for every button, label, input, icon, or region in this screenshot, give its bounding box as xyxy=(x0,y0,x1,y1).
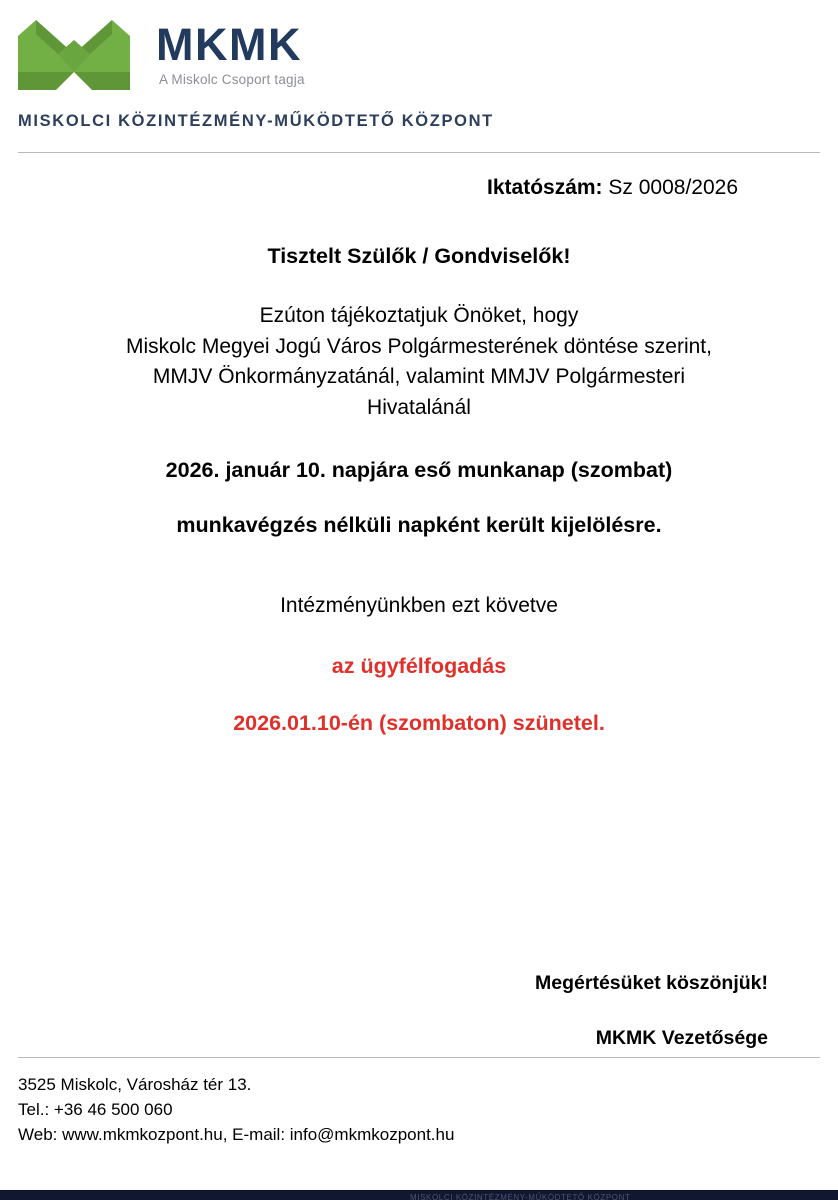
mkmk-chevron-m-logo-icon xyxy=(18,20,130,94)
brand-name: MKMK xyxy=(156,19,302,70)
closing-signature: MKMK Vezetősége xyxy=(595,1026,768,1049)
next-page-sliver xyxy=(0,1190,838,1200)
emphasis-line-1: 2026. január 10. napjára eső munkanap (szombat) xyxy=(165,457,673,482)
reference-number-line xyxy=(18,160,820,200)
letter-body xyxy=(18,160,820,1050)
brand-tagline: A Miskolc Csoport tagja xyxy=(159,71,305,87)
intro-line-3: MMJV Önkormányzatánál, valamint MMJV Polgármesteri xyxy=(152,365,686,389)
next-page-ghost-text: MISKOLCI KÖZINTÉZMÉNY-MŰKÖDTETŐ KÖZPONT xyxy=(410,1193,631,1200)
footer-address: 3525 Miskolc, Városház tér 13. xyxy=(18,1075,252,1094)
salutation: Tisztelt Szülők / Gondviselők! xyxy=(267,244,571,268)
footer-divider xyxy=(18,1057,820,1058)
reference-label: Iktatószám: xyxy=(487,176,603,199)
notice-line-1: az ügyfélfogadás xyxy=(331,653,507,678)
notice-line-2: 2026.01.10-én (szombaton) szünetel. xyxy=(233,710,605,735)
intro-line-2: Miskolc Megyei Jogú Város Polgármesterének döntése szerint, xyxy=(126,334,712,358)
intro-line-4: Hivatalánál xyxy=(367,395,471,419)
brand-text-block xyxy=(156,19,305,87)
intro-paragraph xyxy=(18,301,820,424)
intro-line-1: Ezúton tájékoztatjuk Önöket, hogy xyxy=(259,304,579,327)
header-divider xyxy=(18,152,820,153)
footer-phone: Tel.: +36 46 500 060 xyxy=(18,1100,173,1120)
letterhead xyxy=(0,0,838,131)
closing-thanks: Megértésüket köszönjük! xyxy=(535,971,768,994)
follow-up-line: Intézményünkben ezt követve xyxy=(280,593,558,617)
footer-contact-block xyxy=(18,1072,820,1147)
footer-web-email: Web: www.mkmkozpont.hu, E-mail: info@mkmkozpont.hu xyxy=(18,1125,455,1145)
emphasis-line-2: munkavégzés nélküli napként került kijelölésre. xyxy=(176,512,662,537)
organization-name: MISKOLCI KÖZINTÉZMÉNY-MŰKÖDTETŐ KÖZPONT xyxy=(18,112,494,130)
reference-value: Sz 0008/2026 xyxy=(608,176,738,199)
brand-row xyxy=(0,0,838,94)
